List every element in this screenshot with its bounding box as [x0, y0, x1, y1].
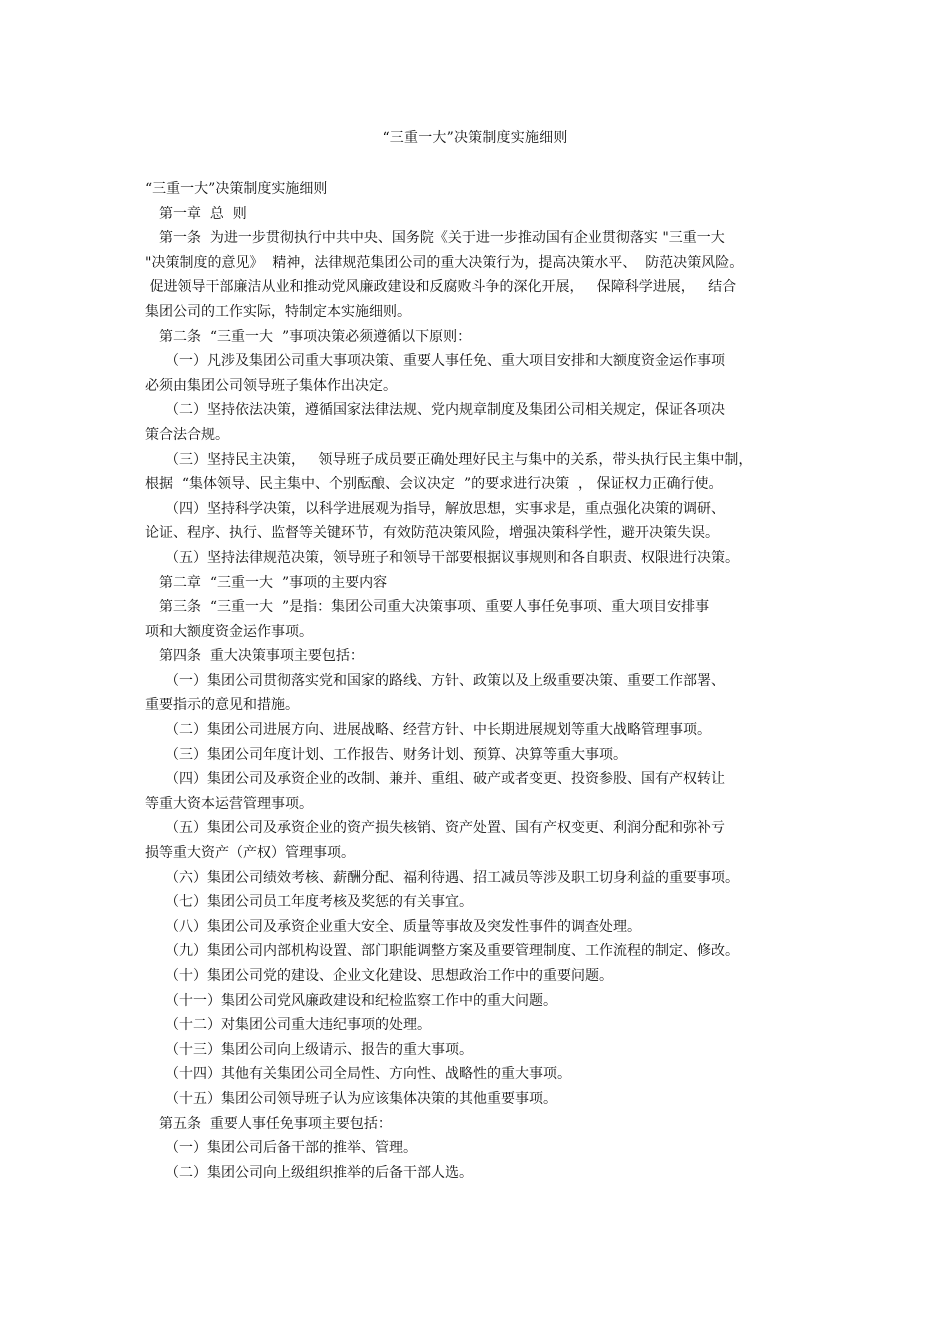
text-line: 等重大资本运营管理事项。 [145, 795, 313, 812]
text-line: 第一章 总 则 [159, 205, 247, 222]
text-line: "决策制度的意见》 精神，法律规范集团公司的重大决策行为，提高决策水平、 防范决策风险。 [145, 254, 744, 271]
text-line: 重要指示的意见和措施。 [145, 697, 299, 714]
text-line: （九）集团公司内部机构设置、部门职能调整方案及重要管理制度、工作流程的制定、修改。 [165, 943, 739, 960]
document-body [145, 177, 810, 1185]
text-line: （二）坚持依法决策，遵循国家法律法规、党内规章制度及集团公司相关规定，保证各项决 [165, 402, 725, 419]
text-line: （十二）对集团公司重大违纪事项的处理。 [165, 1017, 431, 1034]
text-line: “三重一大”决策制度实施细则 [145, 181, 328, 197]
text-line: （七）集团公司员工年度考核及奖惩的有关事宜。 [165, 894, 473, 911]
text-line: 策合法合规。 [145, 426, 229, 443]
text-line: 第五条 重要人事任免事项主要包括： [159, 1115, 392, 1132]
text-line: （十）集团公司党的建设、企业文化建设、思想政治工作中的重要问题。 [165, 968, 613, 984]
text-line: （五）坚持法律规范决策，领导班子和领导干部要根据议事规则和各自职责、权限进行决策。 [165, 549, 739, 566]
text-line: （四）坚持科学决策，以科学进展观为指导，解放思想，实事求是，重点强化决策的调研、 [165, 500, 725, 517]
text-line: （一）集团公司后备干部的推举、管理。 [165, 1140, 417, 1157]
text-line: 损等重大资产（产权）管理事项。 [145, 845, 355, 862]
text-line: （一）凡涉及集团公司重大事项决策、重要人事任免、重大项目安排和大额度资金运作事项 [165, 353, 725, 370]
text-line: （五）集团公司及承资企业的资产损失核销、资产处置、国有产权变更、利润分配和弥补亏 [165, 820, 725, 837]
text-line: （二）集团公司向上级组织推举的后备干部人选。 [165, 1164, 473, 1181]
text-line: （二）集团公司进展方向、进展战略、经营方针、中长期进展规划等重大战略管理事项。 [165, 722, 711, 739]
text-line: （十四）其他有关集团公司全局性、方向性、战略性的重大事项。 [165, 1066, 571, 1083]
text-line: （十五）集团公司领导班子认为应该集体决策的其他重要事项。 [165, 1090, 557, 1107]
text-line: 第四条 重大决策事项主要包括： [159, 648, 364, 665]
text-line: 第一条 为进一步贯彻执行中共中央、国务院《关于进一步推动国有企业贯彻落实 "三重一大 [159, 230, 725, 247]
text-line: 第二章 “三重一大 ”事项的主要内容 [159, 574, 388, 591]
text-line: 第三条 “三重一大 ”是指：集团公司重大决策事项、重要人事任免事项、重大项目安排事 [159, 599, 710, 616]
text-line: 必须由集团公司领导班子集体作出决定。 [145, 377, 397, 394]
text-line: （三）坚持民主决策， 领导班子成员要正确处理好民主与集中的关系，带头执行民主集中制， [165, 451, 753, 468]
text-line: （六）集团公司绩效考核、薪酬分配、福利待遇、招工减员等涉及职工切身利益的重要事项。 [165, 869, 739, 886]
document-title: “三重一大”决策制度实施细则 [382, 130, 568, 146]
text-line: 第二条 “三重一大 ”事项决策必须遵循以下原则： [159, 328, 472, 345]
text-line: （一）集团公司贯彻落实党和国家的路线、方针、政策以及上级重要决策、重要工作部署、 [165, 672, 725, 689]
text-line: （四）集团公司及承资企业的改制、兼并、重组、破产或者变更、投资参股、国有产权转让 [165, 771, 725, 788]
text-line: （十一）集团公司党风廉政建设和纪检监察工作中的重大问题。 [165, 992, 557, 1009]
text-line: （十三）集团公司向上级请示、报告的重大事项。 [165, 1041, 473, 1058]
text-line: （八）集团公司及承资企业重大安全、质量等事故及突发性事件的调查处理。 [165, 918, 641, 935]
text-line: 根据 “集体领导、民主集中、个别酝酿、会议决定 ”的要求进行决策 ， 保证权力正确行使。 [145, 476, 723, 493]
text-line: （三）集团公司年度计划、工作报告、财务计划、预算、决算等重大事项。 [165, 746, 627, 763]
text-line: 促进领导干部廉洁从业和推动党风廉政建设和反腐败斗争的深化开展， 保障科学进展， 结合 [145, 279, 737, 296]
text-line: 集团公司的工作实际，特制定本实施细则。 [145, 303, 411, 320]
text-line: 论证、程序、执行、监督等关键环节，有效防范决策风险，增强决策科学性，避开决策失误。 [145, 525, 719, 542]
text-line: 项和大额度资金运作事项。 [145, 623, 313, 640]
